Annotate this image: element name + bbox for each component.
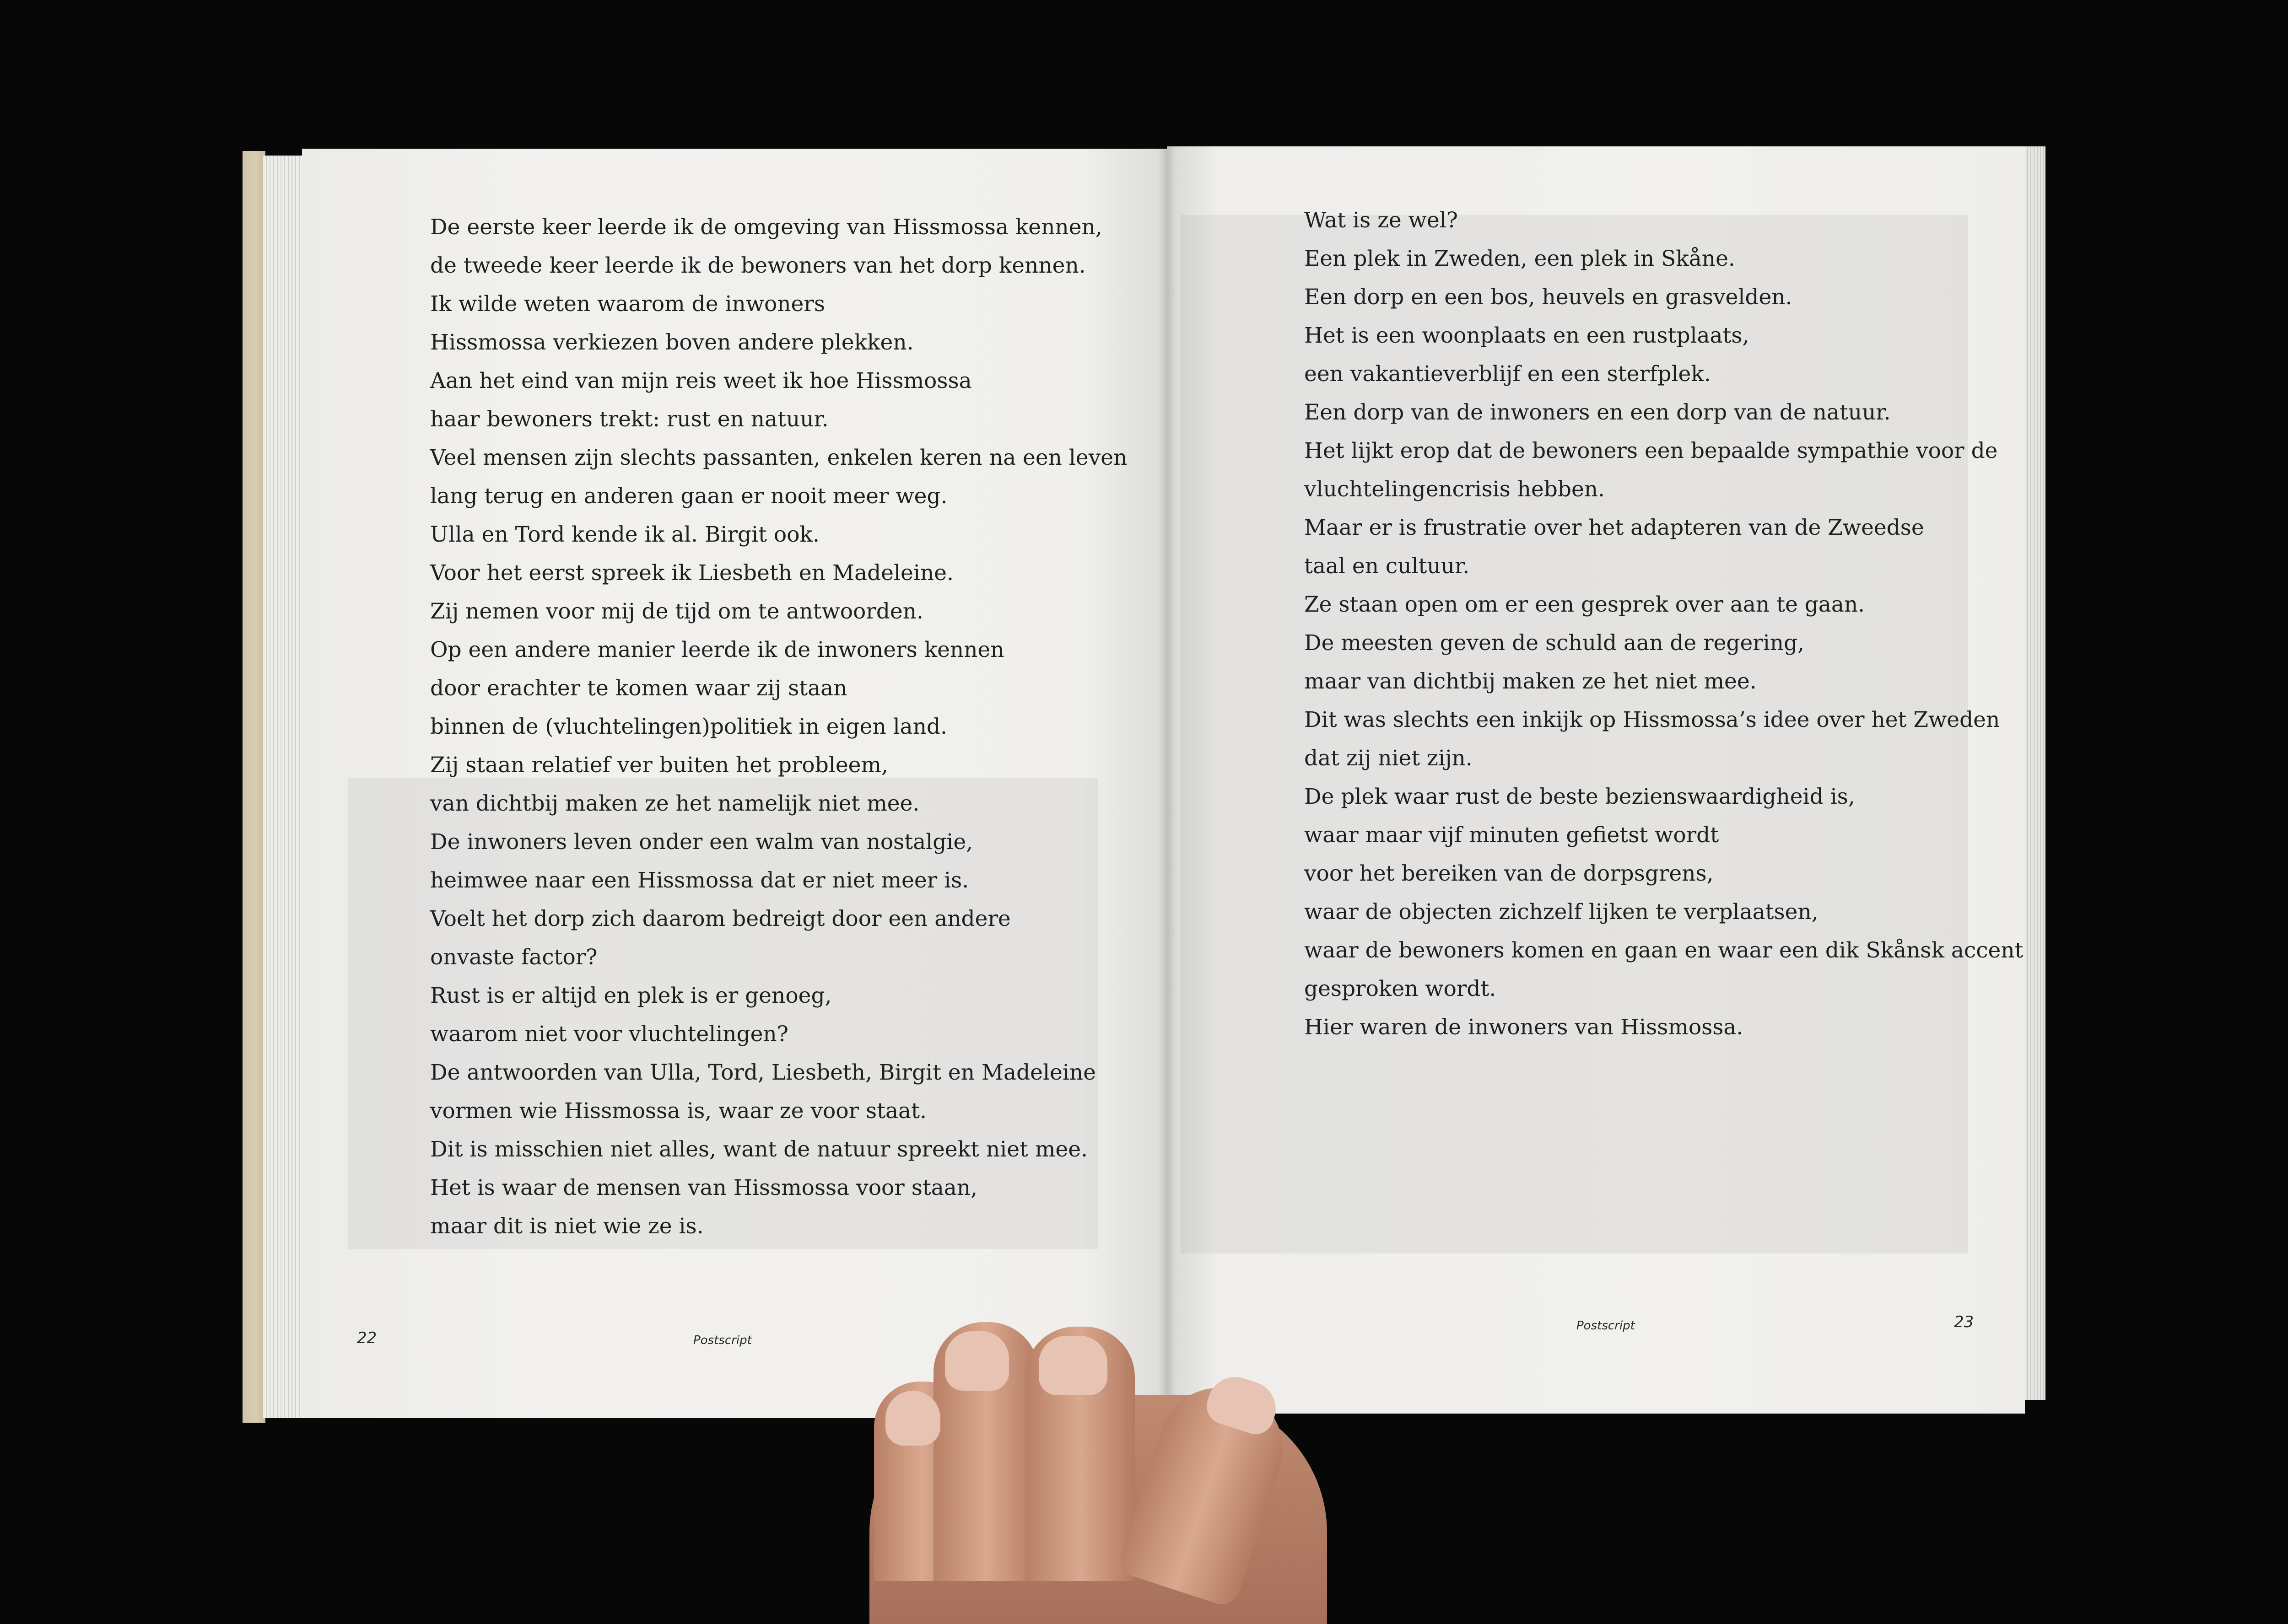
text-line: De meesten geven de schuld aan de regering, — [1304, 630, 1805, 656]
fingernail — [945, 1331, 1009, 1391]
running-head-right: Postscript — [1576, 1319, 1635, 1333]
text-line: onvaste factor? — [430, 945, 598, 970]
text-line: Maar er is frustratie over het adapteren van de Zweedse — [1304, 515, 1924, 540]
text-line: heimwee naar een Hissmossa dat er niet meer is. — [430, 868, 969, 893]
text-line: Een dorp van de inwoners en een dorp van de natuur. — [1304, 400, 1891, 425]
text-line: waar maar vijf minuten gefietst wordt — [1304, 823, 1719, 848]
text-line: Rust is er altijd en plek is er genoeg, — [430, 983, 832, 1008]
text-line: Op een andere manier leerde ik de inwoners kennen — [430, 637, 1004, 662]
text-line: door erachter te komen waar zij staan — [430, 676, 847, 701]
page-number-right: 23 — [1954, 1313, 1974, 1331]
text-line: Veel mensen zijn slechts passanten, enkelen keren na een leven — [430, 445, 1128, 470]
text-line: Voor het eerst spreek ik Liesbeth en Madeleine. — [430, 560, 954, 586]
text-line: Het is een woonplaats en een rustplaats, — [1304, 323, 1749, 348]
text-line: vluchtelingencrisis hebben. — [1304, 477, 1605, 502]
right-page-text — [1304, 201, 2024, 1047]
fingernail — [1039, 1336, 1107, 1395]
text-line: De plek waar rust de beste bezienswaardigheid is, — [1304, 784, 1855, 809]
text-line: maar dit is niet wie ze is. — [430, 1214, 704, 1239]
text-line: Wat is ze wel? — [1304, 208, 1458, 233]
text-line: Het is waar de mensen van Hissmossa voor staan, — [430, 1175, 977, 1200]
text-line: De antwoorden van Ulla, Tord, Liesbeth, Birgit en Madeleine — [430, 1060, 1096, 1085]
text-line: Dit is misschien niet alles, want de natuur spreekt niet mee. — [430, 1137, 1088, 1162]
text-line: Ze staan open om er een gesprek over aan te gaan. — [1304, 592, 1865, 617]
text-line: van dichtbij maken ze het namelijk niet mee. — [430, 791, 920, 816]
text-line: haar bewoners trekt: rust en natuur. — [430, 407, 829, 432]
running-head-left: Postscript — [693, 1334, 752, 1347]
text-line: Ulla en Tord kende ik al. Birgit ook. — [430, 522, 820, 547]
text-line: Aan het eind van mijn reis weet ik hoe Hissmossa — [430, 368, 972, 393]
text-line: taal en cultuur. — [1304, 554, 1470, 579]
text-line: dat zij niet zijn. — [1304, 746, 1473, 771]
page-stack-right — [2025, 146, 2045, 1400]
text-line: gesproken wordt. — [1304, 976, 1496, 1001]
text-line: Het lijkt erop dat de bewoners een bepaalde sympathie voor de — [1304, 438, 1998, 463]
fingernail — [885, 1391, 940, 1446]
text-line: waarom niet voor vluchtelingen? — [430, 1022, 788, 1047]
text-line: waar de bewoners komen en gaan en waar een dik Skånsk accent — [1304, 938, 2024, 963]
page-number-left: 22 — [357, 1329, 377, 1347]
text-line: de tweede keer leerde ik de bewoners van het dorp kennen. — [430, 253, 1086, 278]
text-line: Een dorp en een bos, heuvels en grasvelden. — [1304, 285, 1792, 310]
text-line: De eerste keer leerde ik de omgeving van Hissmossa kennen, — [430, 215, 1102, 240]
text-line: Zij nemen voor mij de tijd om te antwoorden. — [430, 599, 923, 624]
book-cover-edge — [243, 151, 265, 1423]
left-page-text — [430, 208, 1127, 1246]
text-line: een vakantieverblijf en een sterfplek. — [1304, 361, 1711, 387]
book-gutter — [1158, 146, 1176, 1423]
text-line: vormen wie Hissmossa is, waar ze voor staat. — [430, 1098, 927, 1124]
text-line: Ik wilde weten waarom de inwoners — [430, 291, 825, 317]
text-line: binnen de (vluchtelingen)politiek in eigen land. — [430, 714, 947, 739]
text-line: voor het bereiken van de dorpsgrens, — [1304, 861, 1714, 886]
text-line: Zij staan relatief ver buiten het probleem, — [430, 753, 888, 778]
text-line: Hissmossa verkiezen boven andere plekken. — [430, 330, 914, 355]
text-line: lang terug en anderen gaan er nooit meer weg. — [430, 484, 948, 509]
text-line: Een plek in Zweden, een plek in Skåne. — [1304, 246, 1735, 271]
text-line: De inwoners leven onder een walm van nostalgie, — [430, 829, 973, 855]
text-line: maar van dichtbij maken ze het niet mee. — [1304, 669, 1757, 694]
text-line: Voelt het dorp zich daarom bedreigt door een andere — [430, 906, 1011, 931]
text-line: Dit was slechts een inkijk op Hissmossa’s idee over het Zweden — [1304, 707, 2000, 732]
text-line: Hier waren de inwoners van Hissmossa. — [1304, 1015, 1743, 1040]
text-line: waar de objecten zichzelf lijken te verplaatsen, — [1304, 899, 1819, 925]
